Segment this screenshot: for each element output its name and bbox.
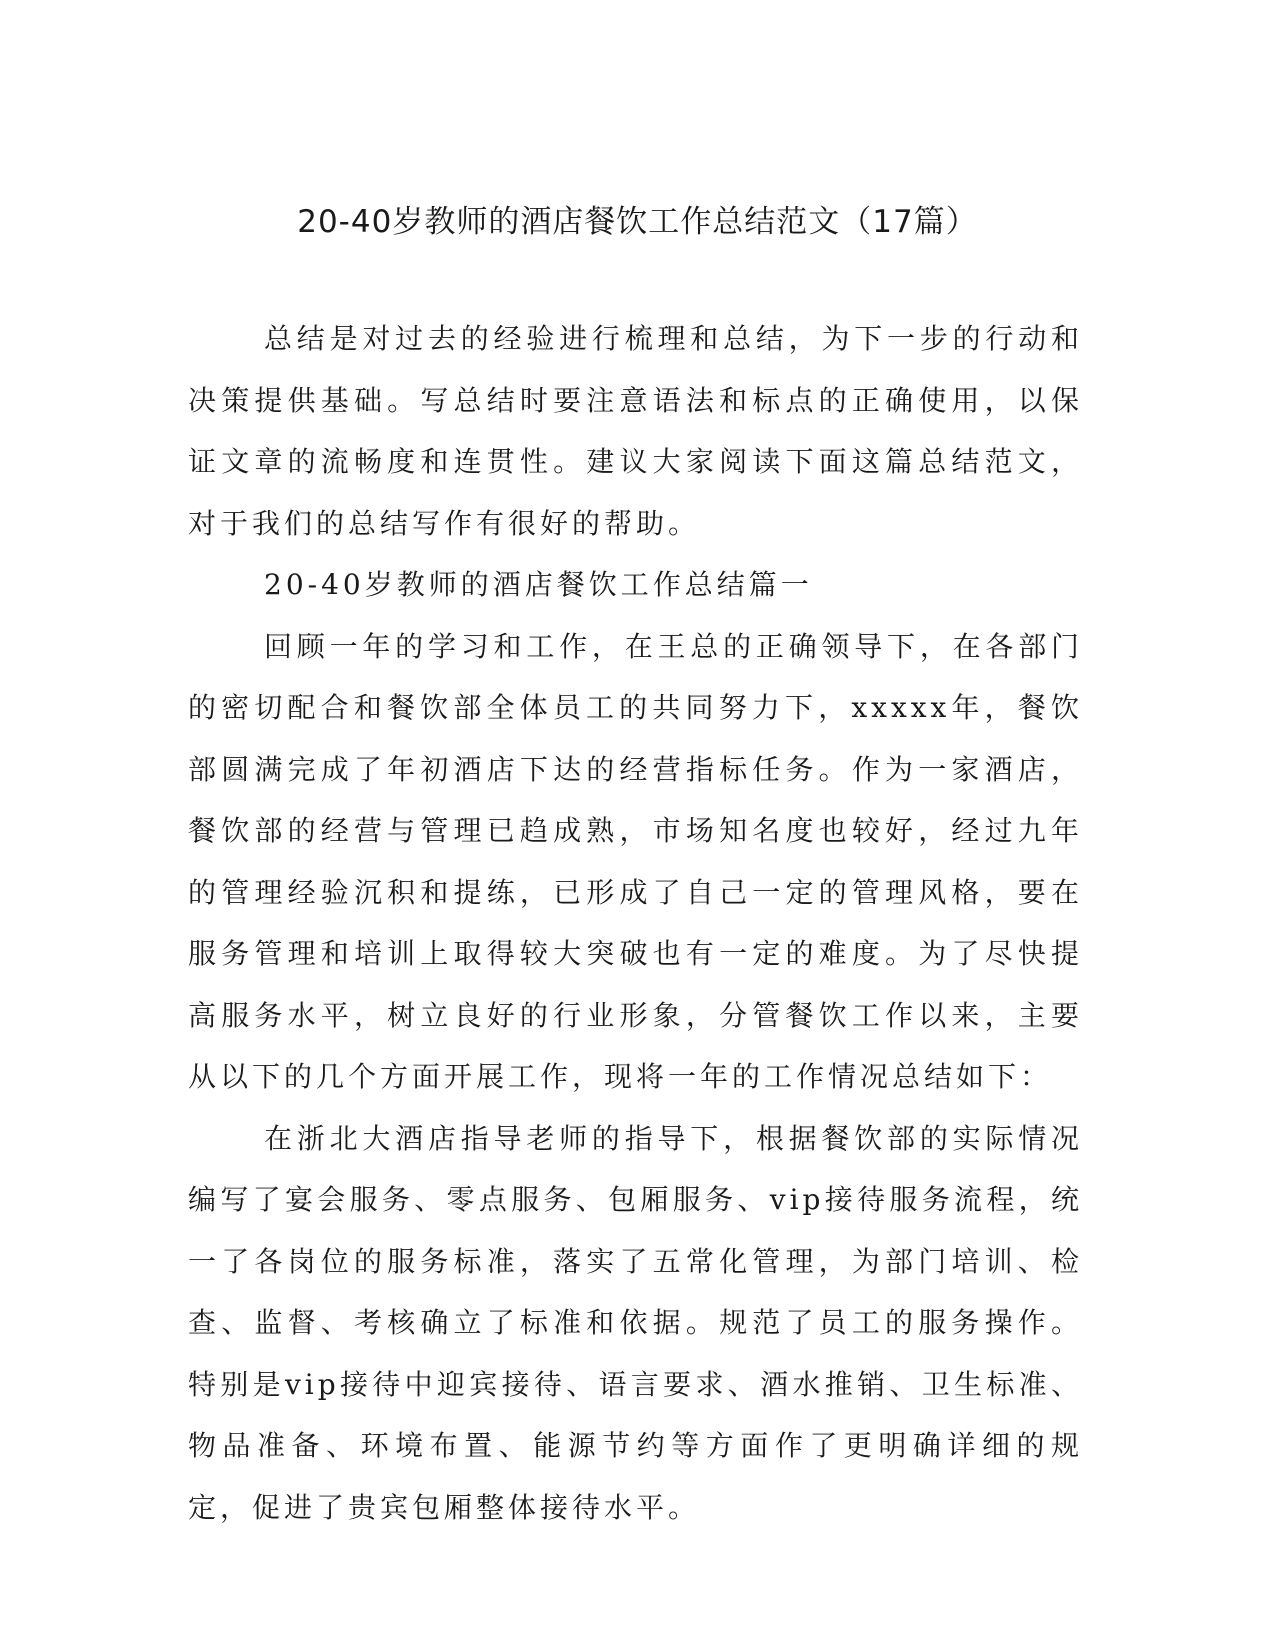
section-heading: 20-40岁教师的酒店餐饮工作总结篇一 xyxy=(264,568,813,601)
intro-paragraph: 总结是对过去的经验进行梳理和总结，为下一步的行动和决策提供基础。写总结时要注意语法和标点的正确使用，以保证文章的流畅度和连贯性。建议大家阅读下面这篇总结范文，对于我们的总结写作有很好的帮助。 xyxy=(188,322,1083,540)
document-body xyxy=(188,308,1083,1538)
body-paragraph: 在浙北大酒店指导老师的指导下，根据餐饮部的实际情况编写了宴会服务、零点服务、包厢服务、vip接待服务流程，统一了各岗位的服务标准，落实了五常化管理，为部门培训、检查、监督、考核确立了标准和依据。规范了员工的服务操作。特别是vip接待中迎宾接待、语言要求、酒水推销、卫生标准、物品准备、环境布置、能源节约等方面作了更明确详细的规定，促进了贵宾包厢整体接待水平。 xyxy=(188,1121,1083,1524)
document-title: 20-40岁教师的酒店餐饮工作总结范文（17篇） xyxy=(297,204,978,240)
body-paragraph: 回顾一年的学习和工作，在王总的正确领导下，在各部门的密切配合和餐饮部全体员工的共同努力下，xxxxx年，餐饮部圆满完成了年初酒店下达的经营指标任务。作为一家酒店，餐饮部的经营与管理已趋成熟，市场知名度也较好，经过九年的管理经验沉积和提练，已形成了自己一定的管理风格，要在服务管理和培训上取得较大突破也有一定的难度。为了尽快提高服务水平，树立良好的行业形象，分管餐饮工作以来，主要从以下的几个方面开展工作，现将一年的工作情况总结如下： xyxy=(188,629,1083,1093)
